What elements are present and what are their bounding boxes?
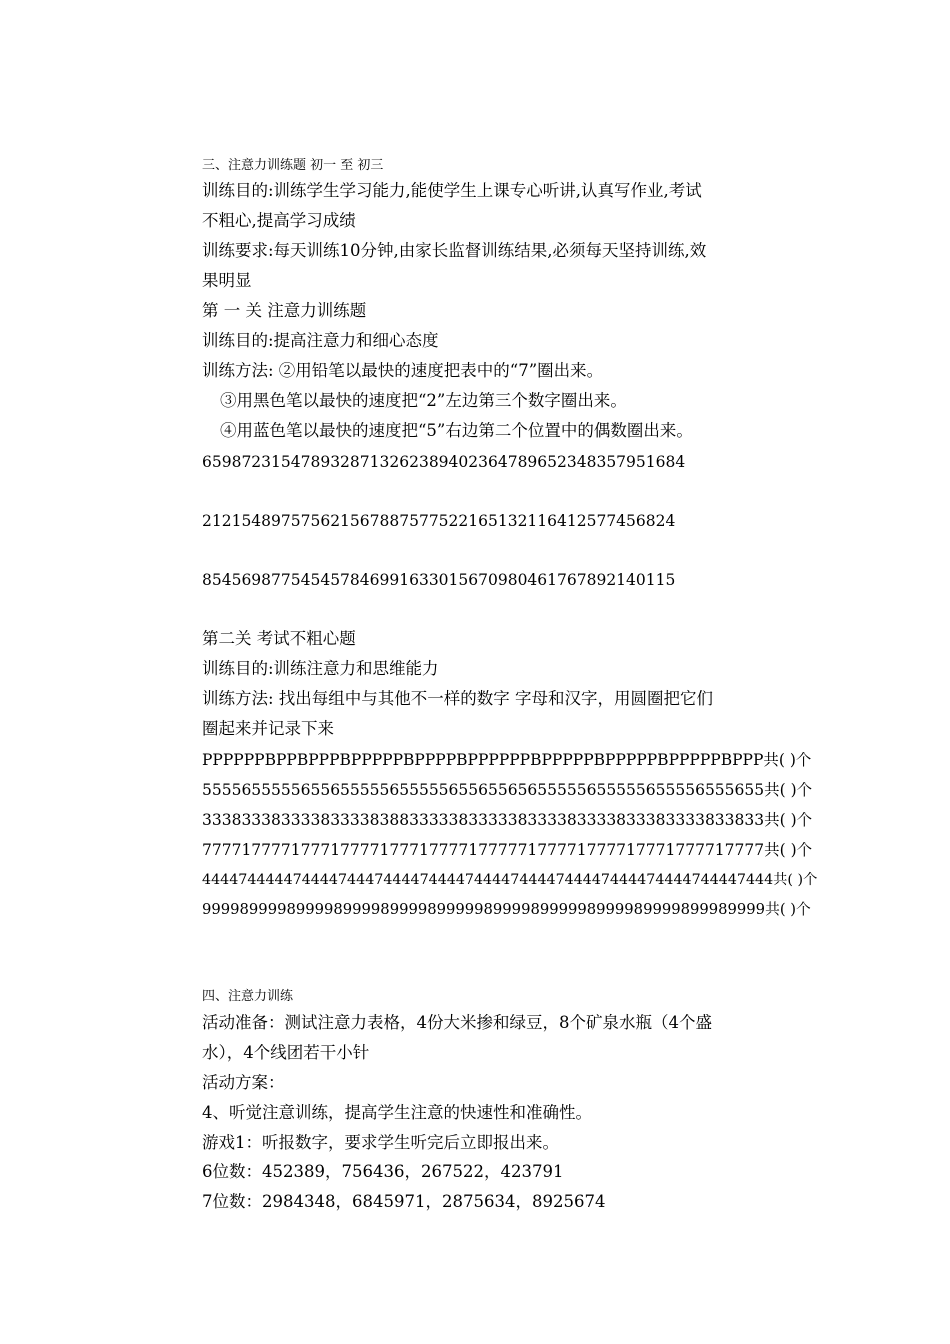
level2-row-4: 777717777177717777177717777177777177771777717771777717777共( )个 <box>202 841 813 859</box>
level1-digit-row-1: 659872315478932871326238940236478965234835795168​4 <box>202 453 686 471</box>
level1-title: 第 一 关 注意力训练题 <box>202 301 367 320</box>
section4-heading: 四、注意力训练 <box>202 989 294 1004</box>
section4-game1: 游戏1：听报数字，要求学生听完后立即报出来。 <box>202 1133 559 1152</box>
level1-method3: ④用蓝色笔以最快的速度把“5”右边第二个位置中的偶数圈出来。 <box>220 421 693 440</box>
level2-row-1: PPPPPPBPPBPPPBPPPPPBPPPPBPPPPPPBPPPPPBPPPPPBPPPPPBPPP共( )个 <box>202 751 812 769</box>
section3-heading: 三、注意力训练题 初一 至 初三 <box>202 158 384 173</box>
level1-method: 训练方法: ②用铅笔以最快的速度把表中的“7”圈出来。 <box>202 361 604 380</box>
section4-prep-line1: 活动准备：测试注意力表格，4份大米掺和绿豆，8个矿泉水瓶（4个盛 <box>202 1013 712 1032</box>
section3-requirement-line1: 训练要求:每天训练10分钟,由家长监督训练结果,必须每天坚持训练,效 <box>202 241 707 260</box>
section4-prep-line2: 水），4个线团若干小针 <box>202 1043 370 1062</box>
level2-method-line2: 圈起来并记录下来 <box>202 719 334 738</box>
section3-purpose-line2: 不粗心,提高学习成绩 <box>202 211 356 230</box>
level1-digit-row-3: 854569877545457846991633015670980461767892140115 <box>202 571 676 589</box>
level1-method2: ③用黑色笔以最快的速度把“2”左边第三个数字圈出来。 <box>220 391 627 410</box>
level2-row-6: 999989999899998999989999899999899998999998999989999899989999共( )个 <box>202 901 811 918</box>
level2-title: 第二关 考试不粗心题 <box>202 629 356 648</box>
section3-requirement-line2: 果明显 <box>202 271 252 290</box>
section4-item4: 4、听觉注意训练，提高学生注意的快速性和准确性。 <box>202 1103 592 1122</box>
section4-seven-digit: 7位数：2984348，6845971，2875634，8925674 <box>202 1192 606 1211</box>
level1-purpose: 训练目的:提高注意力和细心态度 <box>202 331 439 350</box>
section4-plan: 活动方案： <box>202 1073 285 1092</box>
level2-row-5: 444474444474444744474444744447444474444744447444474444744447444共( )个 <box>202 872 818 888</box>
level2-purpose: 训练目的:训练注意力和思维能力 <box>202 659 439 678</box>
level2-row-3: 333833383333833338388333338333338333383333833383333833833共( )个 <box>202 811 813 829</box>
level2-row-2: 555565555565565555565555565565565655555655555655556555655共( )个 <box>202 781 813 799</box>
section4-six-digit: 6位数：452389，756436，267522，423791 <box>202 1162 564 1181</box>
level1-digit-row-2: 212154897575621567887577522165132116412577456824 <box>202 512 676 530</box>
level2-method-line1: 训练方法: 找出每组中与其他不一样的数字 字母和汉字，用圆圈把它们 <box>202 689 714 708</box>
section3-purpose-line1: 训练目的:训练学生学习能力,能使学生上课专心听讲,认真写作业,考试 <box>202 181 702 200</box>
